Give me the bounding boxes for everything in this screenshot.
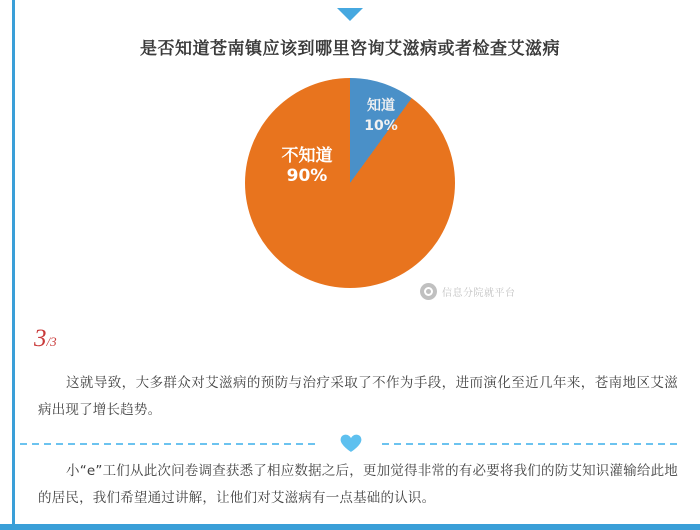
page-marker-current: 3 — [34, 325, 47, 352]
page-marker-total: 3 — [50, 334, 57, 349]
watermark-text: 信息分院就平台 — [442, 288, 516, 299]
pie-chart-block — [30, 36, 670, 288]
heart-divider — [20, 432, 682, 454]
chart-title: 是否知道苍南镇应该到哪里咨询艾滋病或者检查艾滋病 — [140, 39, 560, 59]
page-marker — [34, 326, 57, 351]
body-paragraph-2: 小“e”工们从此次问卷调查获悉了相应数据之后，更加觉得非常的有必要将我们的防艾知识灌输给此地的居民，我们希望通过讲解，让他们对艾滋病有一点基础的认识。 — [38, 463, 678, 506]
body-paragraph-1: 这就导致，大多群众对艾滋病的预防与治疗采取了不作为手段，进而演化至近几年来，苍南地区艾滋病出现了增长趋势。 — [38, 375, 678, 418]
bottom-accent-bar — [0, 524, 700, 530]
divider-line-left — [20, 443, 320, 445]
divider-line-right — [382, 443, 682, 445]
triangle-down-icon — [337, 8, 363, 21]
circle-logo-icon — [420, 283, 437, 300]
left-accent-rule — [12, 0, 15, 530]
watermark — [420, 283, 516, 300]
pie-chart — [245, 78, 455, 288]
pie-slice-label-dont — [259, 146, 355, 186]
heart-icon — [340, 434, 362, 458]
pie-slice-value-dont: 90% — [286, 166, 328, 186]
pie-slice-name-know: 知道 — [367, 98, 395, 114]
pie-slice-value-know: 10% — [364, 118, 398, 134]
pie-slice-label-know — [349, 96, 413, 136]
pie-slice-name-dont: 不知道 — [281, 146, 333, 166]
page-marker-separator: / — [46, 334, 51, 349]
